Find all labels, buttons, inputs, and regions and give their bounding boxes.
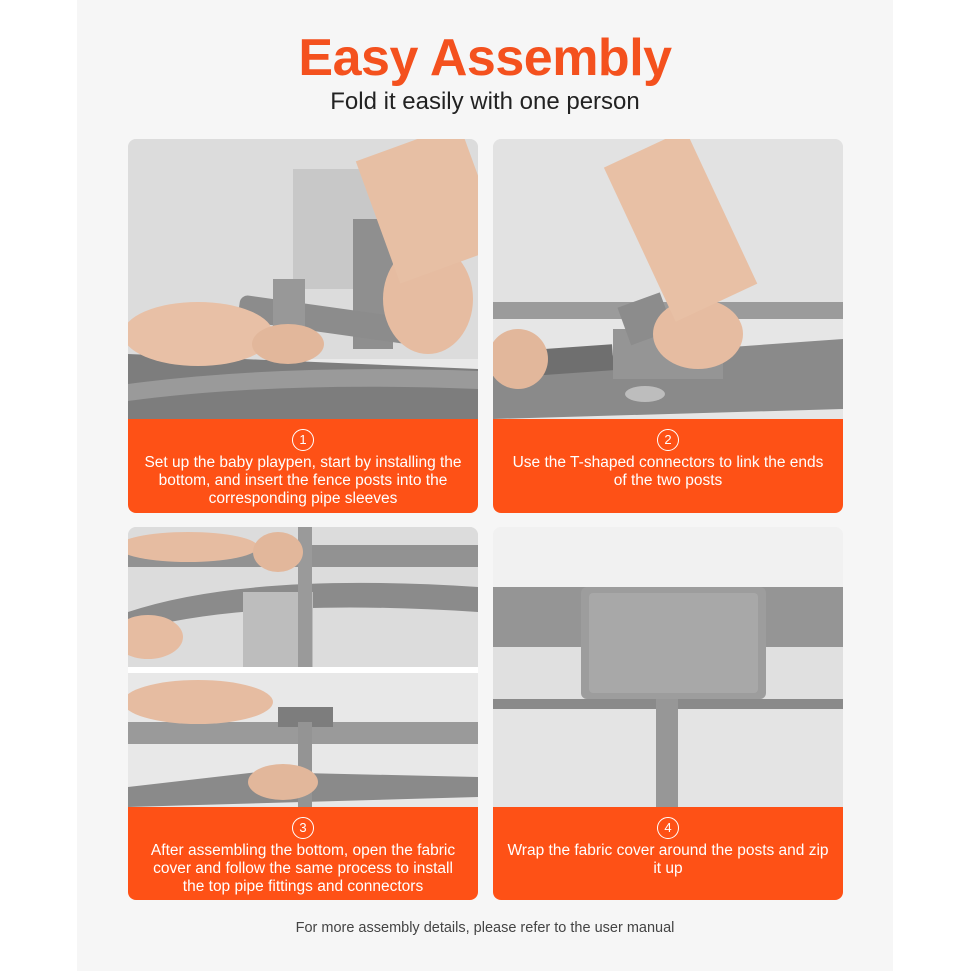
step-card-4: [493, 527, 843, 900]
step-card-1: [128, 139, 478, 513]
step-description: After assembling the bottom, open the fabric cover and follow the same process to install the top pipe fittings and connectors: [150, 842, 456, 895]
step-2-caption: [493, 419, 843, 513]
step-4-photo: [493, 527, 843, 807]
step-3-caption: [128, 807, 478, 900]
manual-reference-note: For more assembly details, please refer to the user manual: [295, 920, 675, 936]
step-3-photo: [128, 527, 478, 807]
step-description: Set up the baby playpen, start by installing the bottom, and insert the fence posts into the corresponding pipe sleeves: [144, 454, 462, 507]
page-title: Easy Assembly: [298, 29, 672, 87]
step-number-badge: 3: [292, 817, 314, 839]
step-number-badge: 4: [657, 817, 679, 839]
page-subtitle: Fold it easily with one person: [330, 88, 640, 115]
step-card-3: [128, 527, 478, 900]
step-1-caption: [128, 419, 478, 513]
step-4-caption: [493, 807, 843, 900]
step-card-2: [493, 139, 843, 513]
step-description: Use the T-shaped connectors to link the ends of the two posts: [512, 454, 824, 489]
step-number-badge: 1: [292, 429, 314, 451]
step-2-photo: [493, 139, 843, 419]
step-description: Wrap the fabric cover around the posts and zip it up: [507, 842, 829, 877]
step-number-badge: 2: [657, 429, 679, 451]
step-1-photo: [128, 139, 478, 419]
